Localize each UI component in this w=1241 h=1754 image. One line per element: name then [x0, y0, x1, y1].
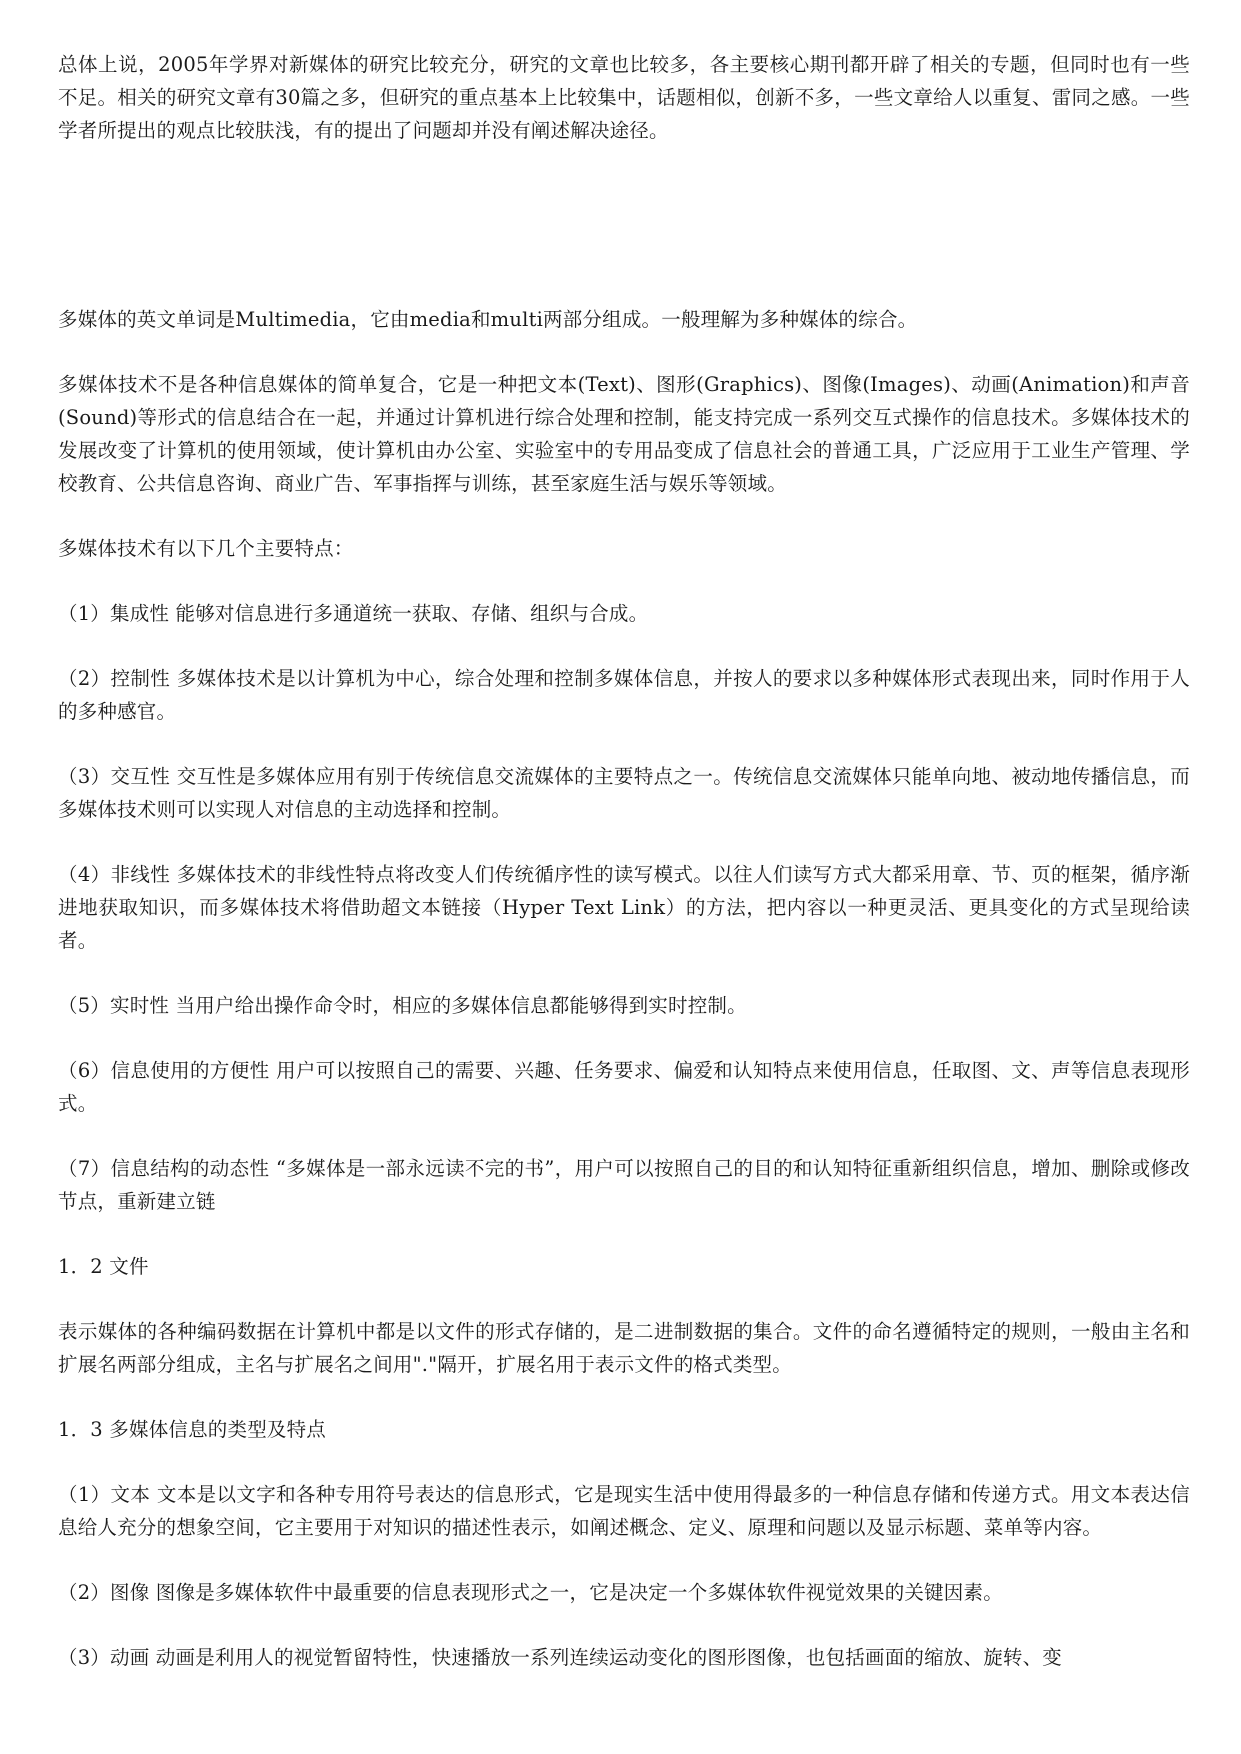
list-item-convenience: （6）信息使用的方便性 用户可以按照自己的需要、兴趣、任务要求、偏爱和认知特点来使用信息，任取图、文、声等信息表现形式。: [58, 1059, 1190, 1115]
paragraph-spacer: [58, 336, 1190, 368]
document-page: [58, 48, 1190, 1674]
list-item-integration: （1）集成性 能够对信息进行多通道统一获取、存储、组织与合成。: [58, 602, 649, 625]
paragraph-multimedia-definition: 多媒体的英文单词是Multimedia，它由media和multi两部分组成。一般理解为多种媒体的综合。: [58, 308, 918, 331]
paragraph-spacer: [58, 565, 1190, 597]
list-item-realtime: （5）实时性 当用户给出操作命令时，相应的多媒体信息都能够得到实时控制。: [58, 994, 747, 1017]
section-heading-files: 1．2 文件: [58, 1255, 149, 1278]
paragraph-spacer: [58, 1381, 1190, 1413]
paragraph-spacer: [58, 1609, 1190, 1641]
list-item-text: （1）文本 文本是以文字和各种专用符号表达的信息形式，它是现实生活中使用得最多的一种信息存储和传递方式。用文本表达信息给人充分的想象空间，它主要用于对知识的描述性表示，如阐述概念、定义、原理和问题以及显示标题、菜单等内容。: [58, 1483, 1190, 1539]
list-item-interactivity: （3）交互性 交互性是多媒体应用有别于传统信息交流媒体的主要特点之一。传统信息交流媒体只能单向地、被动地传播信息，而多媒体技术则可以实现人对信息的主动选择和控制。: [58, 765, 1190, 821]
paragraph-spacer: [58, 957, 1190, 989]
paragraph-spacer: [58, 1283, 1190, 1315]
list-item-control: （2）控制性 多媒体技术是以计算机为中心，综合处理和控制多媒体信息，并按人的要求以多种媒体形式表现出来，同时作用于人的多种感官。: [58, 667, 1190, 723]
list-item-image: （2）图像 图像是多媒体软件中最重要的信息表现形式之一，它是决定一个多媒体软件视觉效果的关键因素。: [58, 1581, 1003, 1604]
paragraph-features-heading: 多媒体技术有以下几个主要特点：: [58, 537, 354, 560]
paragraph-spacer: [58, 826, 1190, 858]
paragraph-spacer: [58, 1544, 1190, 1576]
paragraph-files: 表示媒体的各种编码数据在计算机中都是以文件的形式存储的，是二进制数据的集合。文件的命名遵循特定的规则，一般由主名和扩展名两部分组成，主名与扩展名之间用"."隔开，扩展名用于表示文件的格式类型。: [58, 1320, 1190, 1376]
section-heading-media-types: 1．3 多媒体信息的类型及特点: [58, 1418, 327, 1441]
paragraph-spacer: [58, 1022, 1190, 1054]
list-item-animation: （3）动画 动画是利用人的视觉暂留特性，快速播放一系列连续运动变化的图形图像，也包括画面的缩放、旋转、变: [58, 1646, 1063, 1669]
list-item-nonlinearity: （4）非线性 多媒体技术的非线性特点将改变人们传统循序性的读写模式。以往人们读写方式大都采用章、节、页的框架，循序渐进地获取知识，而多媒体技术将借助超文本链接（Hyper Text Link）的方法，把内容以一种更灵活、更具变化的方式呈现给读者。: [58, 863, 1190, 952]
paragraph-multimedia-technology: 多媒体技术不是各种信息媒体的简单复合，它是一种把文本(Text)、图形(Graphics)、图像(Images)、动画(Animation)和声音(Sound)等形式的信息结合在一起，并通过计算机进行综合处理和控制，能支持完成一系列交互式操作的信息技术。多媒体技术的发展改变了计算机的使用领域，使计算机由办公室、实验室中的专用品变成了信息社会的普通工具，广泛应用于工业生产管理、学校教育、公共信息咨询、商业广告、军事指挥与训练，甚至家庭生活与娱乐等领域。: [58, 373, 1190, 495]
paragraph-spacer: [58, 1120, 1190, 1152]
paragraph-spacer: [58, 500, 1190, 532]
paragraph-spacer: [58, 1218, 1190, 1250]
paragraph-intro-summary: 总体上说，2005年学界对新媒体的研究比较充分，研究的文章也比较多，各主要核心期刊都开辟了相关的专题，但同时也有一些不足。相关的研究文章有30篇之多，但研究的重点基本上比较集中，话题相似，创新不多，一些文章给人以重复、雷同之感。一些学者所提出的观点比较肤浅，有的提出了问题却并没有阐述解决途径。: [58, 53, 1190, 142]
list-item-dynamic-structure: （7）信息结构的动态性 “多媒体是一部永远读不完的书”，用户可以按照自己的目的和认知特征重新组织信息，增加、删除或修改节点，重新建立链: [58, 1157, 1190, 1213]
paragraph-spacer: [58, 1446, 1190, 1478]
paragraph-spacer: [58, 630, 1190, 662]
blank-space: [58, 147, 1190, 303]
paragraph-spacer: [58, 728, 1190, 760]
